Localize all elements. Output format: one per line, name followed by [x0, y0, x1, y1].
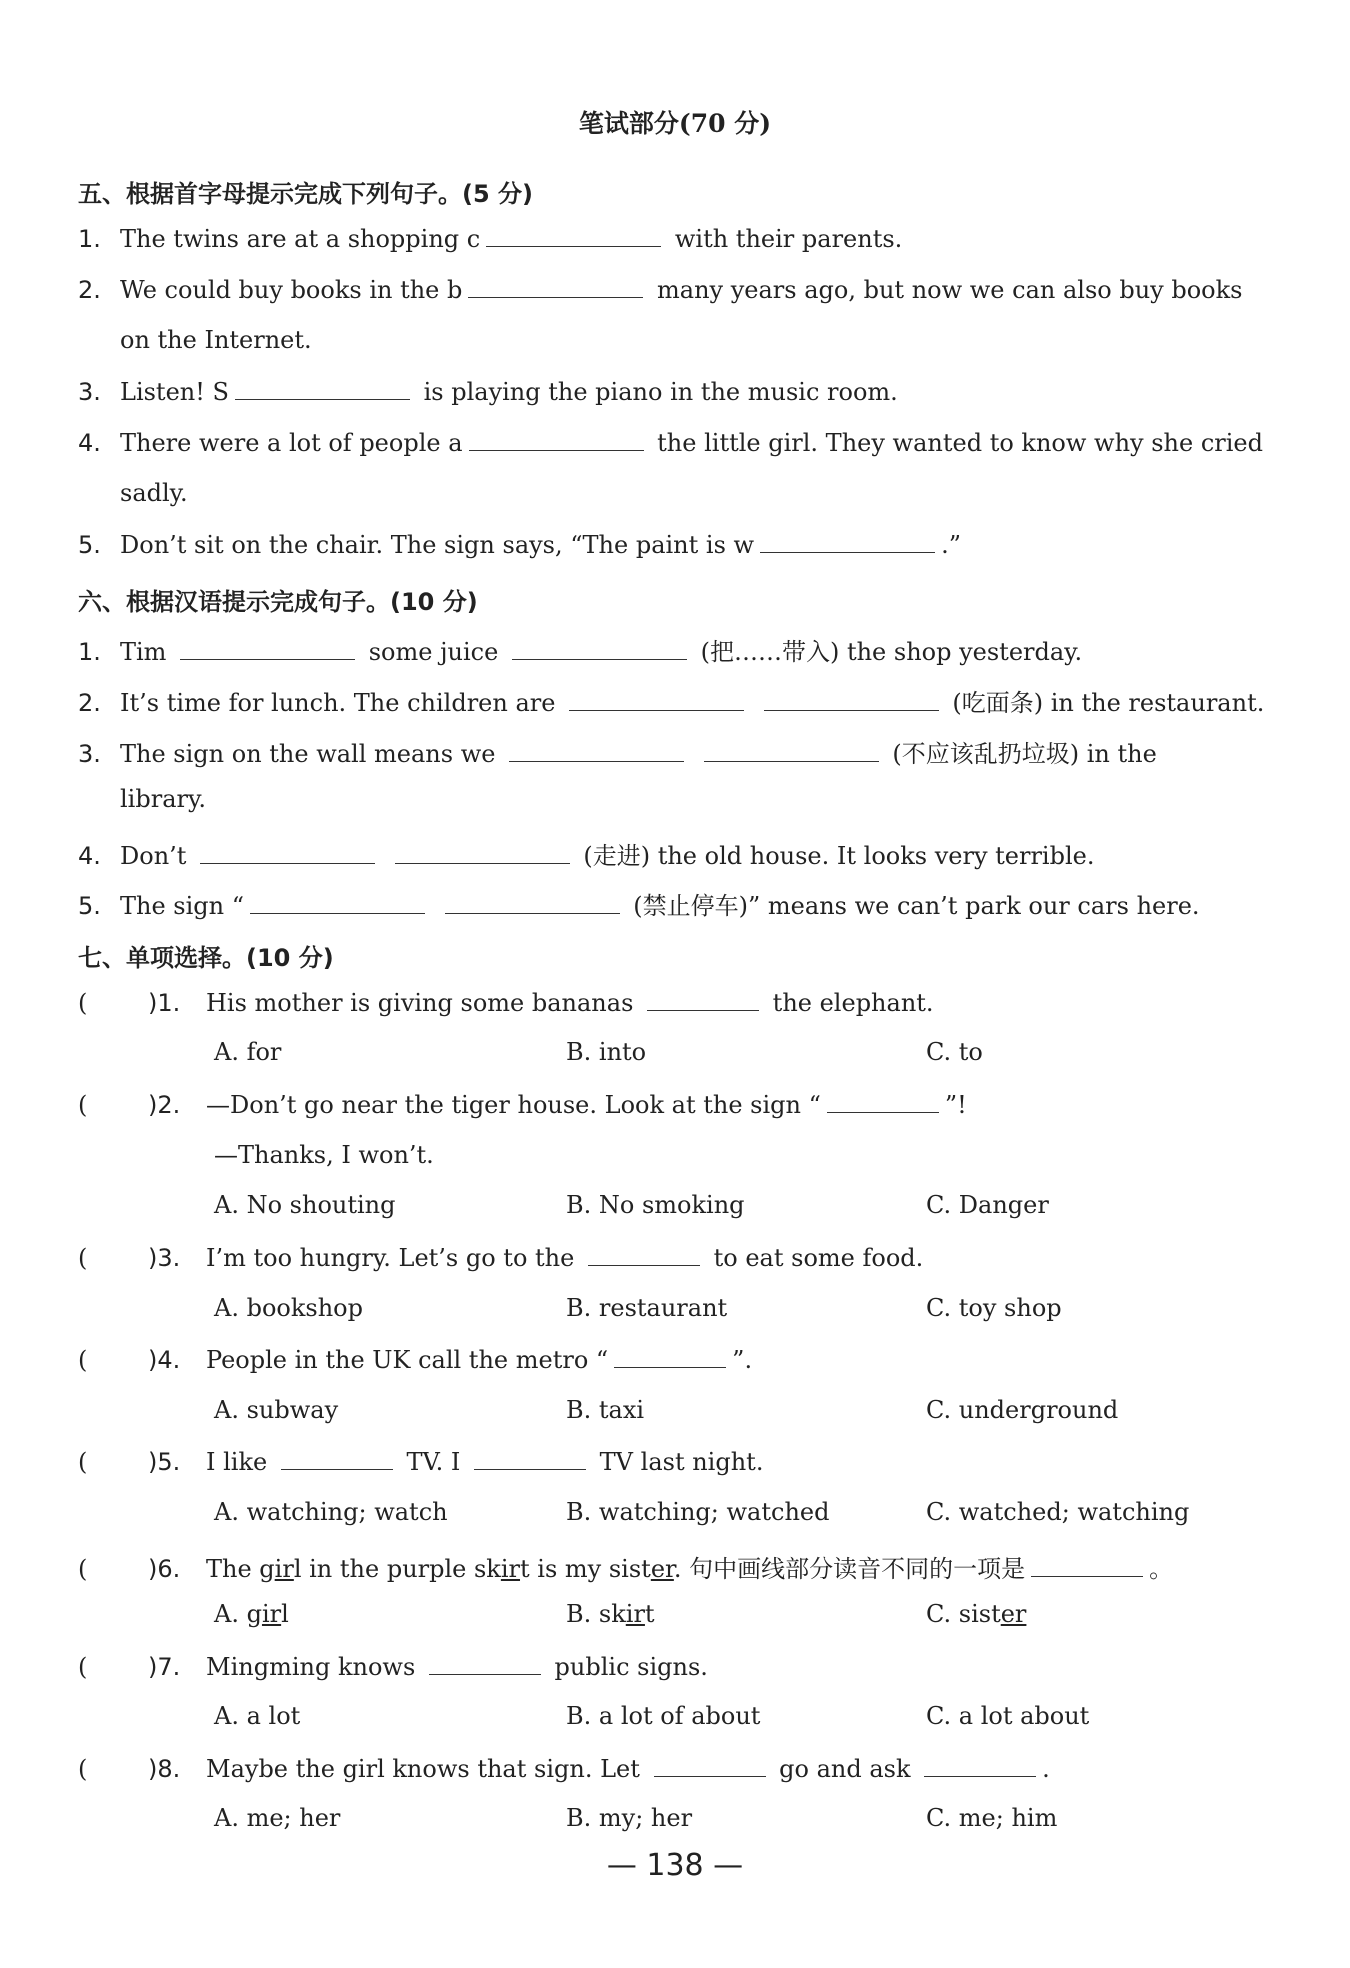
mc-question-3: ( )3. I’m too hungry. Let’s go to the to eat some food. [78, 1244, 924, 1272]
answer-blank[interactable] [614, 1345, 726, 1368]
mc-question-4: ( )4. People in the UK call the metro “ ”. [78, 1346, 753, 1374]
option-c[interactable]: C. Danger [926, 1191, 1049, 1219]
answer-blank[interactable] [468, 275, 643, 298]
answer-blank[interactable] [512, 637, 687, 660]
answer-blank[interactable] [474, 1447, 586, 1470]
section-5-heading: 五、根据首字母提示完成下列句子。(5 分) [78, 180, 533, 208]
s5-question-5: 5. Don’t sit on the chair. The sign says, “The paint is w .” [78, 531, 961, 559]
answer-blank[interactable] [704, 739, 879, 762]
option-c[interactable]: C. watched; watching [926, 1498, 1190, 1526]
option-a[interactable]: A. watching; watch [214, 1498, 448, 1526]
answer-blank[interactable] [429, 1652, 541, 1675]
option-a[interactable]: A. subway [214, 1396, 339, 1424]
option-b[interactable]: B. skirt [566, 1600, 655, 1628]
option-c[interactable]: C. underground [926, 1396, 1119, 1424]
s6-question-5: 5. The sign “ (禁止停车)” means we can’t park our cars here. [78, 892, 1200, 920]
s6-question-1: 1. Tim some juice (把……带入) the shop yesterday. [78, 638, 1083, 666]
page-number: — 138 — [606, 1848, 744, 1883]
option-b[interactable]: B. a lot of about [566, 1702, 761, 1730]
mc-question-2-line-2: —Thanks, I won’t. [214, 1141, 434, 1169]
answer-blank[interactable] [250, 891, 425, 914]
s5-question-1: 1. The twins are at a shopping c with their parents. [78, 225, 903, 253]
option-b[interactable]: B. my; her [566, 1804, 693, 1832]
option-a[interactable]: A. girl [214, 1600, 289, 1628]
option-a[interactable]: A. me; her [214, 1804, 341, 1832]
answer-blank[interactable] [764, 688, 939, 711]
answer-blank[interactable] [569, 688, 744, 711]
option-c[interactable]: C. a lot about [926, 1702, 1090, 1730]
answer-blank[interactable] [281, 1447, 393, 1470]
mc-question-8: ( )8. Maybe the girl knows that sign. Let go and ask . [78, 1755, 1050, 1783]
mc-question-2: ( )2. —Don’t go near the tiger house. Look at the sign “ ”! [78, 1091, 967, 1119]
answer-blank[interactable] [1031, 1554, 1143, 1577]
answer-blank[interactable] [235, 377, 410, 400]
mc-question-7: ( )7. Mingming knows public signs. [78, 1653, 708, 1681]
option-a[interactable]: A. No shouting [214, 1191, 396, 1219]
s6-question-3-cont: library. [120, 785, 206, 813]
answer-blank[interactable] [654, 1754, 766, 1777]
page-title: 笔试部分(70 分) [578, 109, 772, 138]
s6-question-2: 2. It’s time for lunch. The children are (吃面条) in the restaurant. [78, 689, 1265, 717]
option-c[interactable]: C. me; him [926, 1804, 1058, 1832]
option-b[interactable]: B. taxi [566, 1396, 645, 1424]
option-c[interactable]: C. toy shop [926, 1294, 1062, 1322]
s5-question-2: 2. We could buy books in the b many years ago, but now we can also buy books [78, 276, 1243, 304]
mc-question-1: ( )1. His mother is giving some bananas the elephant. [78, 989, 934, 1017]
s6-question-3: 3. The sign on the wall means we (不应该乱扔垃圾) in the [78, 740, 1157, 768]
s5-question-4-cont: sadly. [120, 479, 188, 507]
option-b[interactable]: B. into [566, 1038, 647, 1066]
section-7-heading: 七、单项选择。(10 分) [78, 944, 334, 972]
option-c[interactable]: C. sister [926, 1600, 1027, 1628]
section-6-heading: 六、根据汉语提示完成句子。(10 分) [78, 588, 478, 616]
answer-blank[interactable] [445, 891, 620, 914]
answer-blank[interactable] [395, 841, 570, 864]
answer-blank[interactable] [509, 739, 684, 762]
mc-question-5: ( )5. I like TV. I TV last night. [78, 1448, 764, 1476]
answer-blank[interactable] [827, 1090, 939, 1113]
option-a[interactable]: A. a lot [214, 1702, 301, 1730]
s6-question-4: 4. Don’t (走进) the old house. It looks very terrible. [78, 842, 1095, 870]
answer-blank[interactable] [924, 1754, 1036, 1777]
option-a[interactable]: A. for [214, 1038, 282, 1066]
answer-blank[interactable] [647, 988, 759, 1011]
answer-blank[interactable] [200, 841, 375, 864]
answer-blank[interactable] [180, 637, 355, 660]
option-c[interactable]: C. to [926, 1038, 983, 1066]
s5-question-3: 3. Listen! S is playing the piano in the music room. [78, 378, 898, 406]
answer-blank[interactable] [760, 530, 935, 553]
mc-question-6: ( )6. The girl in the purple skirt is my sister. 句中画线部分读音不同的一项是 。 [78, 1555, 1174, 1583]
option-a[interactable]: A. bookshop [214, 1294, 363, 1322]
option-b[interactable]: B. restaurant [566, 1294, 728, 1322]
answer-blank[interactable] [486, 224, 661, 247]
s5-question-4: 4. There were a lot of people a the little girl. They wanted to know why she cried [78, 429, 1263, 457]
answer-blank[interactable] [469, 428, 644, 451]
option-b[interactable]: B. No smoking [566, 1191, 745, 1219]
option-b[interactable]: B. watching; watched [566, 1498, 830, 1526]
s5-question-2-cont: on the Internet. [120, 326, 312, 354]
answer-blank[interactable] [588, 1243, 700, 1266]
